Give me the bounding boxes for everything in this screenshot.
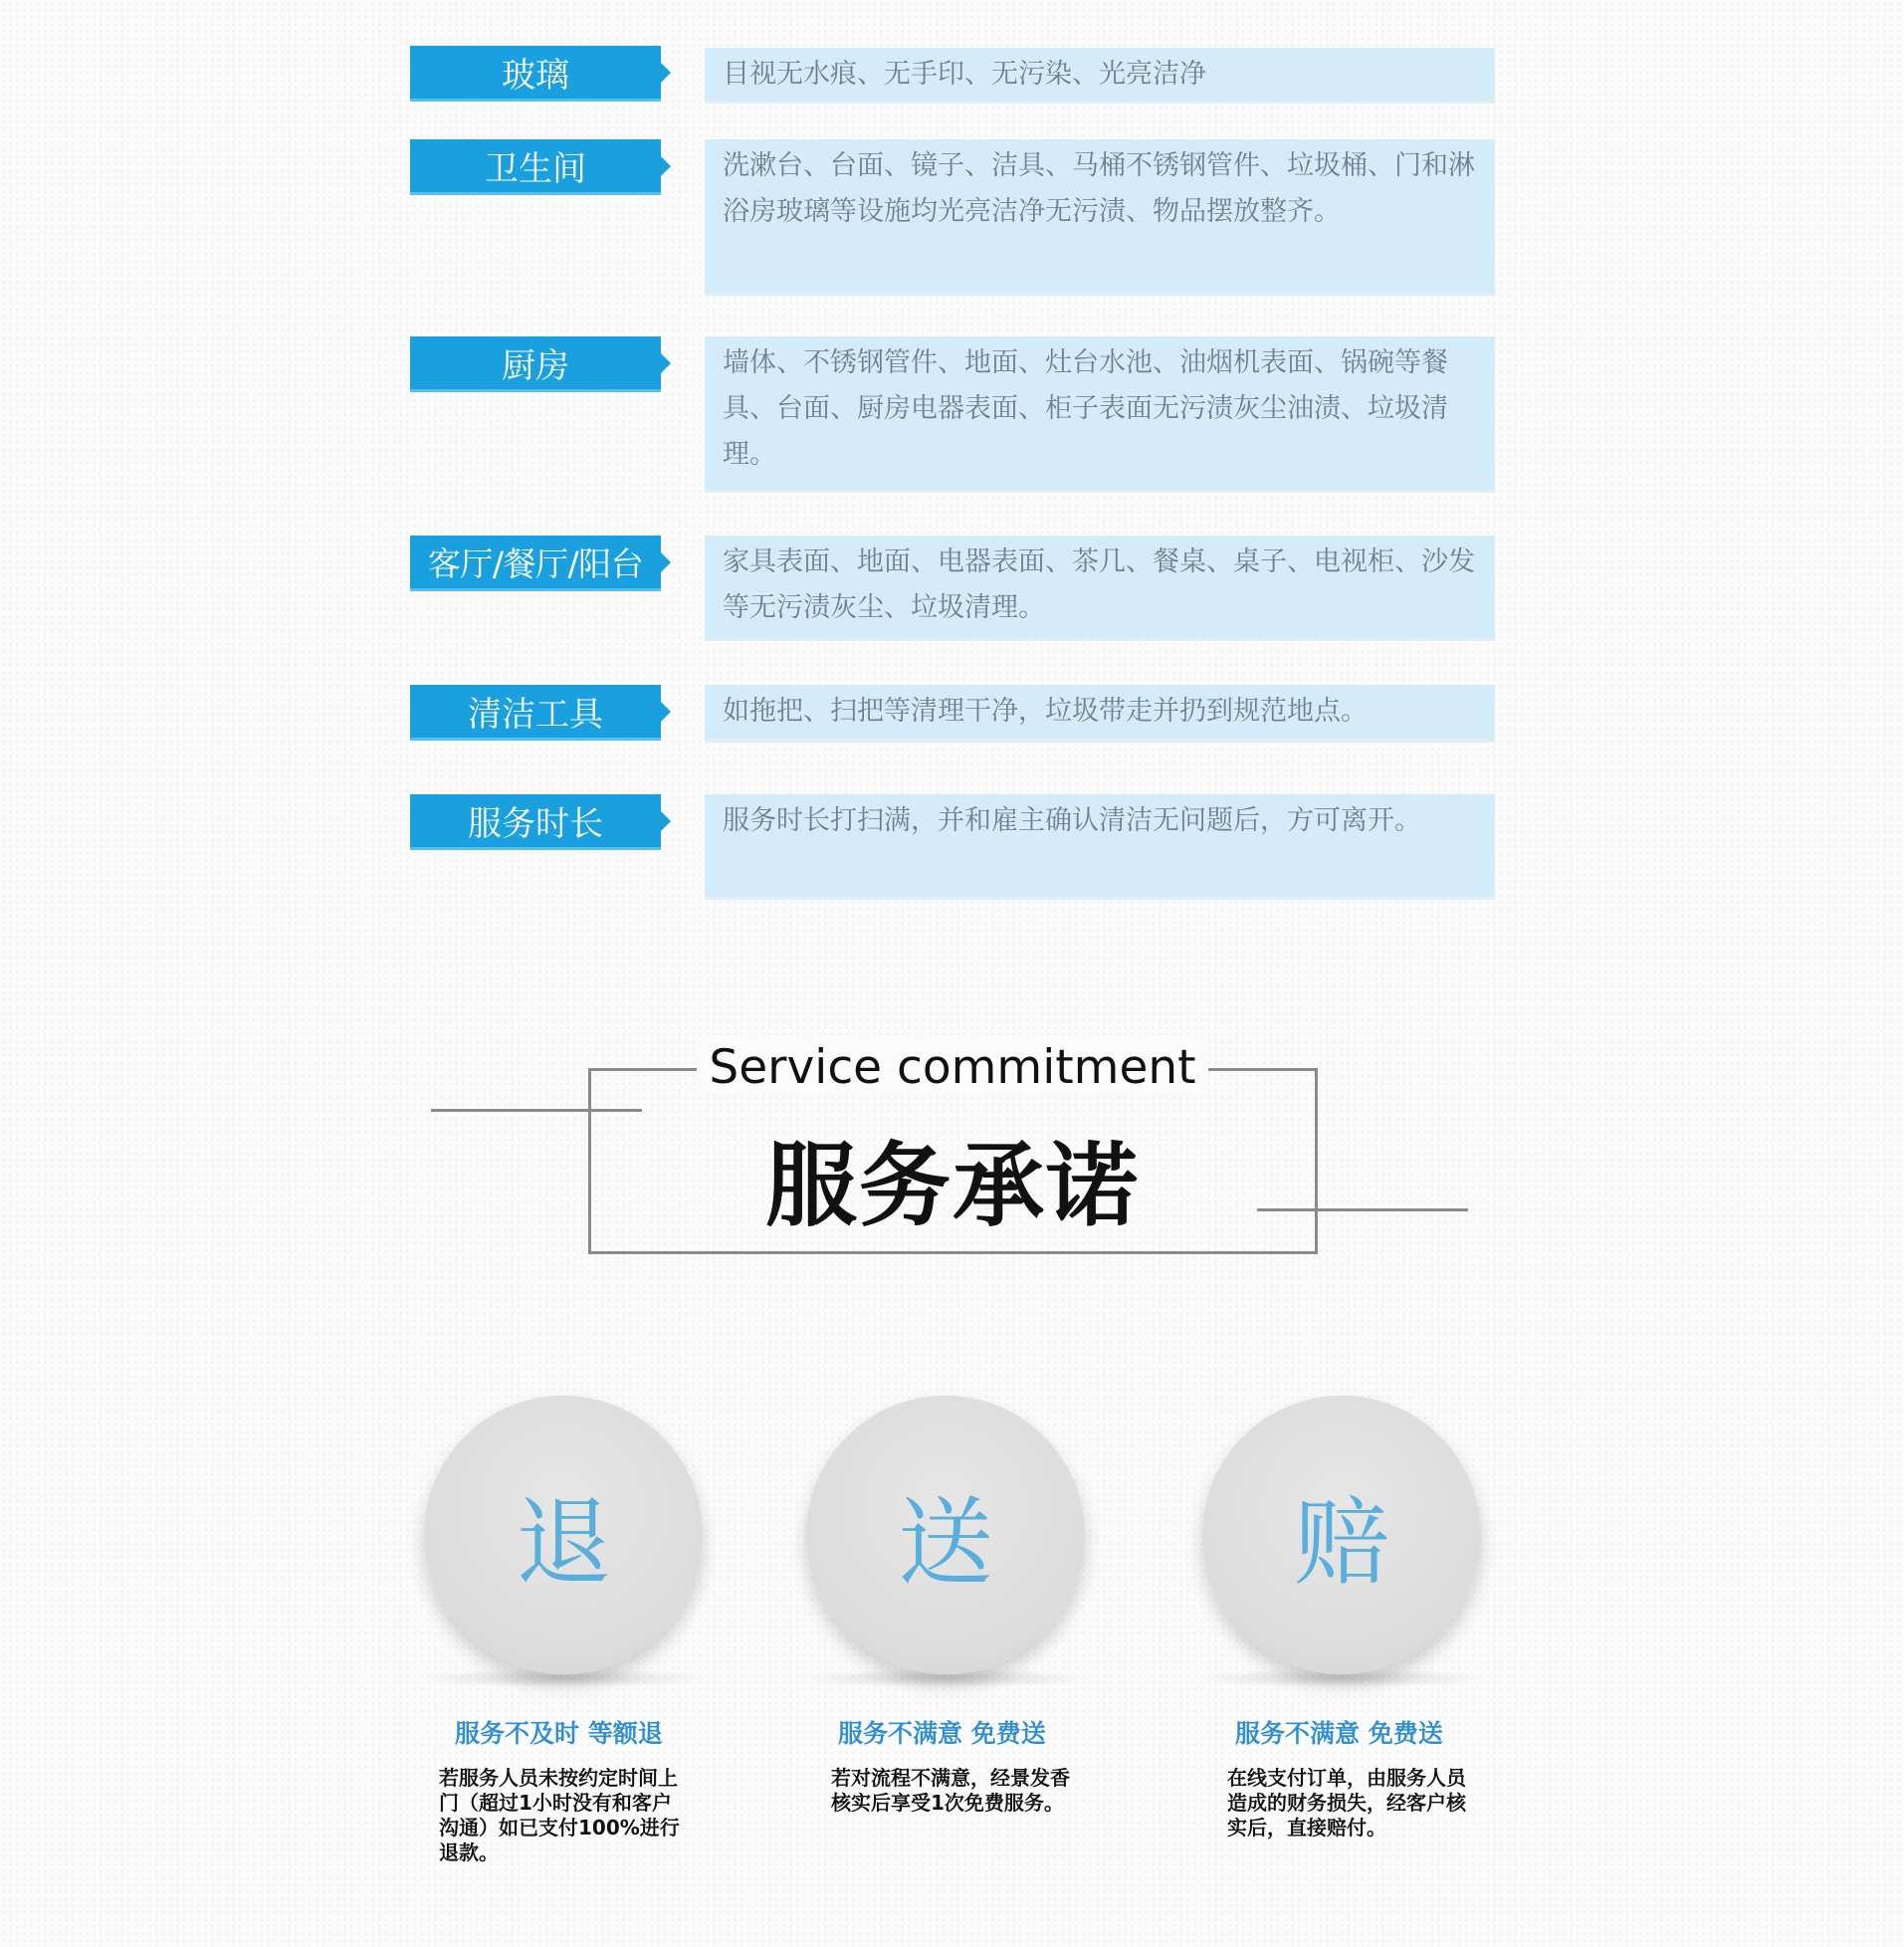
card-title: 服务不满意 免费送 [838,1719,1046,1748]
gift-circle-icon: 送 [806,1396,1085,1674]
item-desc: 家具表面、地面、电器表面、茶几、餐桌、桌子、电视柜、沙发等无污渍灰尘、垃圾清理。 [705,536,1495,641]
header-line-left [431,1109,642,1112]
card-text: 若服务人员未按约定时间上门（超过1小时没有和客户沟通）如已支付100%进行退款。 [439,1766,680,1864]
commitment-title-en: Service commitment [697,1040,1208,1095]
item-desc: 墙体、不锈钢管件、地面、灶台水池、油烟机表面、锅碗等餐具、台面、厨房电器表面、柜子表面无污渍灰尘油渍、垃圾清理。 [705,336,1495,493]
item-desc: 如拖把、扫把等清理干净，垃圾带走并扔到规范地点。 [705,685,1495,743]
card-text: 在线支付订单，由服务人员造成的财务损失，经客户核实后，直接赔付。 [1227,1766,1466,1839]
card-title: 服务不满意 免费送 [1235,1719,1443,1748]
item-desc: 目视无水痕、无手印、无污染、光亮洁净 [705,48,1495,104]
item-tag: 服务时长 [410,794,661,850]
commitment-title-zh: 服务承诺 [764,1133,1140,1239]
compensate-circle-icon: 赔 [1202,1396,1481,1674]
item-tag: 厨房 [410,336,661,392]
card-text: 若对流程不满意，经景发香核实后享受1次免费服务。 [831,1766,1070,1815]
item-tag: 清洁工具 [410,685,661,741]
item-tag: 客厅/餐厅/阳台 [410,536,661,591]
item-tag: 玻璃 [410,46,661,102]
refund-circle-icon: 退 [424,1396,703,1674]
item-tag: 卫生间 [410,139,661,195]
item-desc: 洗漱台、台面、镜子、洁具、马桶不锈钢管件、垃圾桶、门和淋浴房玻璃等设施均光亮洁净无污渍、物品摆放整齐。 [705,139,1495,296]
item-desc: 服务时长打扫满，并和雇主确认清洁无问题后，方可离开。 [705,794,1495,900]
card-title: 服务不及时 等额退 [455,1719,663,1748]
header-line-right [1257,1208,1468,1211]
